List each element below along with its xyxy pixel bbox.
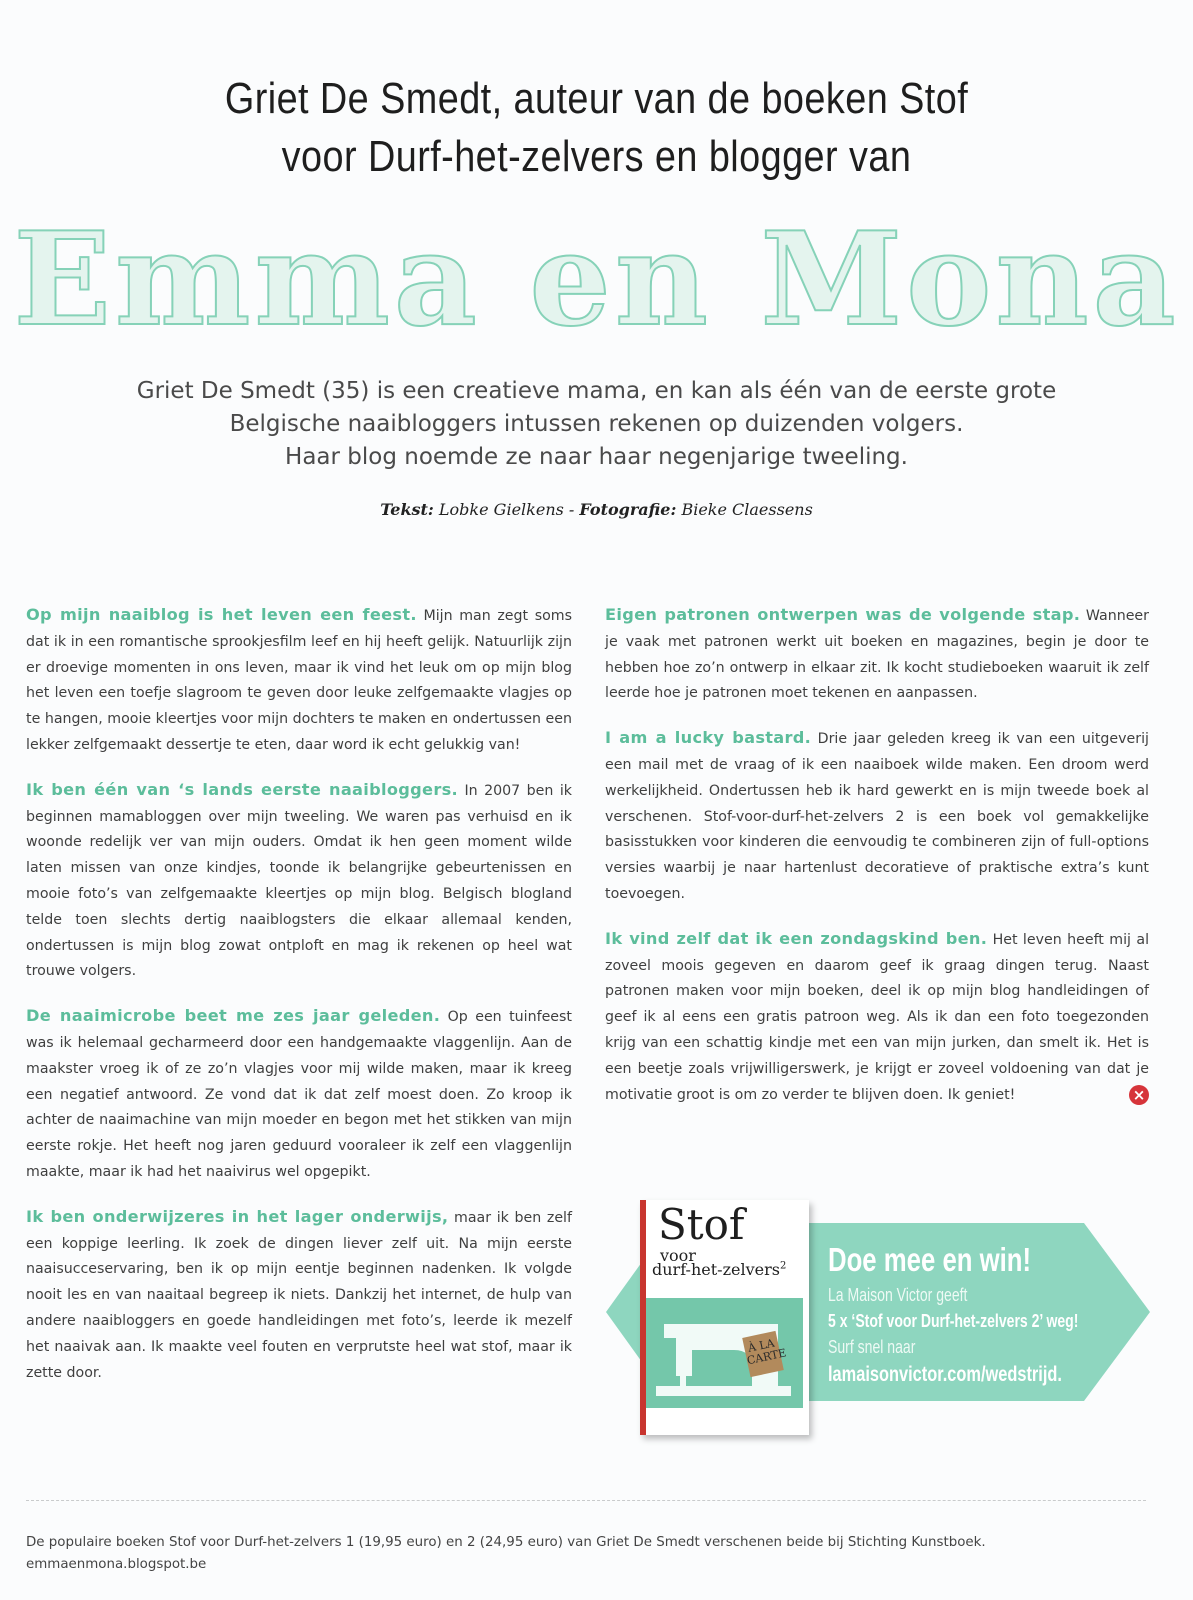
paragraph xyxy=(605,926,1149,1109)
paragraph-lead: Ik ben onderwijzeres in het lager onderwijs, xyxy=(26,1206,449,1226)
paragraph-body: Het leven heeft mij al zoveel moois gegeven en daarom geef ik graag dingen terug. Naast patronen maken voor mijn boeken, deel ik op mijn blog handleidingen of geef ik al eens een gratis patroon weg. Als ik dan een foto toegezonden krijg van een schattig kindje met een van mijn jurken, dan smelt ik. Het is een beetje zoals vrijwilligerswerk, je krijgt er zoveel voldoening van dat je motivatie groot is om zo verder te blijven doen. Ik geniet! xyxy=(605,931,1150,1103)
promo-line-2: 5 x ‘Stof voor Durf-het-zelvers 2’ weg! xyxy=(828,1311,1079,1331)
footnote-books: De populaire boeken Stof voor Durf-het-zelvers 1 (19,95 euro) en 2 (24,95 euro) van Griet De Smedt verschenen beide bij Stichting Kunstboek. xyxy=(26,1535,986,1550)
paragraph xyxy=(605,725,1149,908)
paragraph-lead: Ik ben één van ‘s lands eerste naaibloggers. xyxy=(26,779,459,799)
paragraph-lead: Ik vind zelf dat ik een zondagskind ben. xyxy=(605,928,988,948)
paragraph-lead: De naaimicrobe beet me zes jaar geleden. xyxy=(26,1006,441,1026)
article-column-left xyxy=(26,602,572,1404)
promo-line-3: Surf snel naar xyxy=(828,1337,916,1357)
book-subtitle-2-text: durf-het-zelvers xyxy=(652,1260,780,1279)
paragraph-body: Wanneer je vaak met patronen werkt uit boeken en magazines, begin je door te hebben hoe zo’n ontwerp in elkaar zit. Ik kocht studieboeken waaruit ik zelf leerde hoe je patronen moet tekenen en aanpassen. xyxy=(605,608,1149,702)
divider xyxy=(26,1500,1146,1501)
paragraph-lead: Op mijn naaiblog is het leven een feest. xyxy=(26,605,417,624)
article-column-right xyxy=(605,602,1149,1126)
intro-line-3: Haar blog noemde ze naar haar negenjarige tweeling. xyxy=(285,444,908,470)
paragraph xyxy=(26,1204,572,1387)
headline xyxy=(84,70,1110,186)
book-subtitle-2 xyxy=(652,1260,786,1279)
paragraph-body: In 2007 ben ik beginnen mamabloggen over mijn tweeling. We waren pas verhuisd en ik woonde redelijk ver van mijn ouders. Omdat ik hen geen moment wilde laten missen van onze kindjes, toonde ik belangrijke gebeurtenissen en mooie foto’s van zelfgemaakte kleertjes op mijn blog. Belgisch blogland telde toen slechts dertig naaiblogsters die elkaar allemaal kenden, ondertussen is mijn blog zowat ontploft en mag ik rekenen op heel wat trouwe volgers. xyxy=(26,782,572,980)
paragraph-lead: Eigen patronen ontwerpen was de volgende stap. xyxy=(605,605,1081,624)
intro-paragraph xyxy=(60,375,1133,474)
blog-title: Emma en Mona xyxy=(13,205,1180,355)
footnote-blog-link[interactable]: emmaenmona.blogspot.be xyxy=(26,1557,207,1572)
paragraph xyxy=(26,1003,572,1186)
article-end-icon: × xyxy=(1129,1085,1149,1105)
paragraph-body: Mijn man zegt soms dat ik in een romantische sprookjesfilm leef en hij heeft gelijk. Natuurlijk zijn er droevige momenten in ons leven, maar ik vind het leuk om op mijn blog het leven een toefje slagroom te geven door leuke zelfgemaakte vlagjes op te hangen, mooie kleertjes voor mijn dochters te maken en ondertussen een lekker zelfgemaakt dessertje te eten, daar word ik echt gelukkig van! xyxy=(26,608,573,753)
paragraph-body: Op een tuinfeest was ik helemaal gecharmeerd door een handgemaakte vlaggenlijn. Aan de maakster vroeg ik of ze zo’n vlagjes voor mij wilde maken, maar ik kreeg een negatief antwoord. Ze vond dat ik dat zelf moest doen. Zo kroop ik achter de naaimachine van mijn moeder en begon met het stikken van mijn eerste rokje. Het heeft nog jaren geduurd vooraleer ik zelf een vlaggenlijn maakte, maar ik had het naaivirus wel opgepikt. xyxy=(26,1009,572,1180)
promo-text xyxy=(828,1238,1128,1389)
headline-line-1: Griet De Smedt, auteur van de boeken Stof xyxy=(224,74,969,123)
book-title: Stof xyxy=(658,1200,745,1249)
paragraph xyxy=(605,602,1149,707)
book-subtitle-1: voor xyxy=(660,1246,696,1265)
promo-title: Doe mee en win! xyxy=(828,1241,1032,1278)
book-cover xyxy=(640,1200,809,1435)
credits-photo-author: Bieke Claessens xyxy=(681,500,813,519)
credits-text-label: Tekst: xyxy=(380,500,434,519)
book-tag: À LA CARTE xyxy=(742,1331,784,1377)
credits-text-author: Lobke Gielkens xyxy=(438,500,564,519)
credits-separator: - xyxy=(563,500,580,519)
paragraph-lead: I am a lucky bastard. xyxy=(605,728,812,748)
paragraph-body: maar ik ben zelf een koppige leerling. Ik zoek de dingen liever zelf uit. Na mijn eerste naaisucceservaring, ben ik op mijn eentje beginnen nadenken. Ik volgde nooit les en van naaitaal begreep ik niets. Dankzij het internet, de hulp van andere naaibloggers en goede handleidingen met foto’s, leerde ik mezelf het naaivak aan. Ik maakte veel fouten en verprutste heel wat stof, maar ik zette door. xyxy=(26,1209,572,1381)
book-volume: 2 xyxy=(779,1260,787,1272)
paragraph-body: Drie jaar geleden kreeg ik van een uitgeverij een mail met de vraag of ik een naaiboek wilde maken. Een droom werd werkelijkheid. Ondertussen heb ik hard gewerkt en is mijn tweede boek al verschenen. Stof-voor-durf-het-zelvers 2 is een boek vol gemakkelijke basisstukken voor kinderen die eenvoudig te combineren zijn of full-options versies waarbij je naar hartenlust decoratieve of praktische extra’s kunt toevoegen. xyxy=(605,731,1149,902)
paragraph xyxy=(26,602,572,759)
paragraph xyxy=(26,777,572,985)
headline-line-2: voor Durf-het-zelvers en blogger van xyxy=(281,132,912,181)
intro-line-2: Belgische naaibloggers intussen rekenen op duizenden volgers. xyxy=(229,411,964,437)
credits-photo-label: Fotografie: xyxy=(579,500,677,519)
intro-line-1: Griet De Smedt (35) is een creatieve mama, en kan als één van de eerste grote xyxy=(136,378,1057,404)
footnote xyxy=(26,1532,1166,1576)
promo-contest-link[interactable]: lamaisonvictor.com/wedstrijd. xyxy=(828,1363,1062,1386)
promo-line-1: La Maison Victor geeft xyxy=(828,1285,968,1305)
credits xyxy=(0,500,1193,519)
